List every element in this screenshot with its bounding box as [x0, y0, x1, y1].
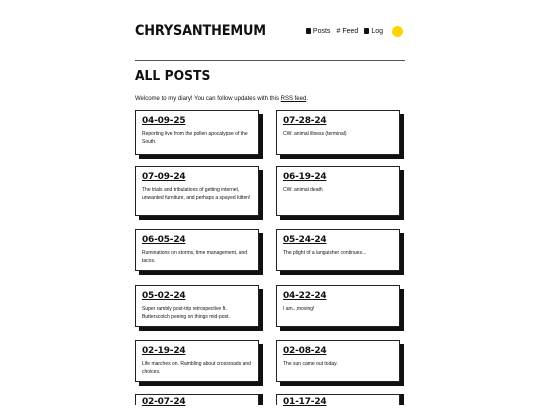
post-date-link[interactable]: 02-08-24 — [283, 346, 327, 356]
page-title: ALL POSTS — [135, 69, 211, 84]
intro-text — [135, 95, 308, 103]
main-nav — [300, 24, 403, 38]
post-card[interactable] — [276, 340, 400, 382]
post-card[interactable] — [276, 166, 400, 216]
post-card[interactable] — [276, 229, 400, 271]
post-date-link[interactable]: 04-09-25 — [142, 116, 186, 126]
nav-log-link[interactable] — [364, 28, 383, 35]
post-date-link[interactable]: 06-19-24 — [283, 172, 327, 182]
nav-posts-link[interactable] — [306, 28, 331, 35]
hash-icon: # — [336, 27, 341, 35]
post-description: CW: animal death — [283, 187, 323, 193]
posts-icon — [306, 28, 311, 34]
post-description: The plight of a languisher continues... — [283, 250, 367, 256]
post-description: CW: animal illness (terminal) — [283, 131, 347, 137]
post-date-link[interactable]: 02-19-24 — [142, 346, 186, 356]
post-date-link[interactable]: 05-24-24 — [283, 235, 327, 245]
post-description: Reporting live from the pollen apocalypse of the South. — [142, 131, 248, 145]
post-card[interactable] — [135, 229, 259, 271]
post-description: The trials and tribulations of getting internet, unwanted furniture, and perhaps a spayed kitten! — [142, 187, 251, 201]
post-card[interactable] — [276, 394, 400, 405]
post-date-link[interactable]: 01-17-24 — [283, 397, 327, 407]
post-description: The sun came out today. — [283, 361, 338, 367]
post-date-link[interactable]: 05-02-24 — [142, 291, 186, 301]
post-card[interactable] — [276, 285, 400, 327]
site-title[interactable]: CHRYSANTHEMUM — [135, 23, 266, 39]
post-date-link[interactable]: 04-22-24 — [283, 291, 327, 301]
post-card[interactable] — [276, 110, 400, 155]
site-header — [135, 22, 405, 40]
post-card[interactable] — [135, 394, 259, 405]
post-date-link[interactable]: 07-28-24 — [283, 116, 327, 126]
intro-prefix: Welcome to my diary! You can follow updates with this — [135, 96, 281, 102]
post-description: I am...moving! — [283, 306, 315, 312]
theme-toggle-sun-icon[interactable] — [392, 26, 403, 37]
post-description: Ruminations on storms, time management, and tacos. — [142, 250, 248, 264]
post-card[interactable] — [135, 285, 259, 327]
post-card[interactable] — [135, 110, 259, 155]
post-description: Super rambly post-trip retrospective ft. Butterscotch peeing on things mid-post. — [142, 306, 230, 320]
nav-feed-label: Feed — [342, 27, 359, 35]
rss-feed-link[interactable]: RSS feed — [280, 96, 307, 102]
post-date-link[interactable]: 07-09-24 — [142, 172, 186, 182]
log-icon — [364, 28, 369, 34]
post-description: Life marches on. Rambling about crossroads and choices. — [142, 361, 251, 375]
nav-log-label: Log — [371, 27, 383, 35]
header-divider — [135, 60, 405, 61]
post-card[interactable] — [135, 166, 259, 216]
post-date-link[interactable]: 02-07-24 — [142, 397, 186, 407]
post-card[interactable] — [135, 340, 259, 382]
nav-feed-link[interactable] — [336, 28, 358, 35]
post-date-link[interactable]: 06-05-24 — [142, 235, 186, 245]
intro-suffix: . — [306, 96, 308, 102]
nav-posts-label: Posts — [312, 27, 331, 35]
